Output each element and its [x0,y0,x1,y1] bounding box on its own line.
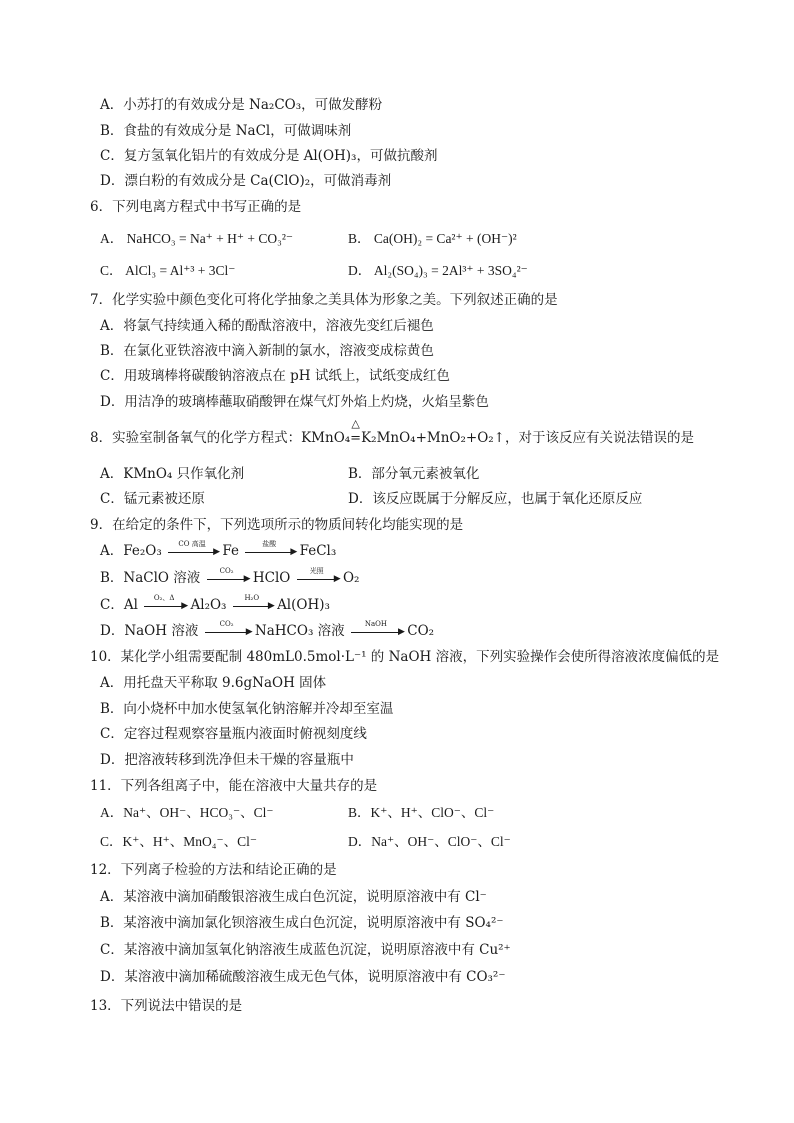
q5-option-d: D．漂白粉的有效成分是 Ca(ClO)₂，可做消毒剂 [100,173,392,189]
q6-option-b: B． Ca(OH)₂ = Ca²⁺ + (OH⁻)² [348,231,517,246]
q6-stem: 6．下列电离方程式中书写正确的是 [90,199,302,215]
q10-stem: 10．某化学小组需要配制 480mL0.5mol·L⁻¹ 的 NaOH 溶液，下列实验操作会使所得溶液浓度偏低的是 [90,649,720,665]
q8-option-b: B．部分氧元素被氧化 [348,466,480,482]
q9-stem: 9．在给定的条件下，下列选项所示的物质间转化均能实现的是 [90,517,464,533]
q8-option-d: D．该反应既属于分解反应，也属于氧化还原反应 [348,491,643,507]
q11-option-d: D．Na⁺、OH⁻、ClO⁻、Cl⁻ [348,834,511,849]
q5-option-b: B．食盐的有效成分是 NaCl，可做调味剂 [100,123,352,139]
q7-stem: 7．化学实验中颜色变化可将化学抽象之美具体为形象之美。下列叙述正确的是 [90,292,558,308]
q11-option-c: C．K⁺、H⁺、MnO₄⁻、Cl⁻ [100,834,257,849]
q8-stem-pre: 8．实验室制备氧气的化学方程式：KMnO₄ [90,430,351,446]
q7-option-c: C．用玻璃棒将碳酸钠溶液点在 pH 试纸上，试纸变成红色 [100,368,450,384]
reaction-arrow-icon: H₂O ▶ [233,604,271,607]
q10-option-a: A．用托盘天平称取 9.6gNaOH 固体 [100,675,327,691]
q5-option-c: C．复方氢氧化铝片的有效成分是 Al(OH)₃，可做抗酸剂 [100,148,438,164]
q7-option-b: B．在氯化亚铁溶液中滴入新制的氯水，溶液变成棕黄色 [100,343,434,359]
q12-option-c: C．某溶液中滴加氢氧化钠溶液生成蓝色沉淀，说明原溶液中有 Cu²⁺ [100,942,511,958]
reaction-arrow-icon: CO 高温 ▶ [168,550,216,553]
q10-option-c: C．定容过程观察容量瓶内液面时俯视刻度线 [100,726,367,742]
reaction-arrow-icon: O₂、Δ ▶ [144,604,184,607]
reaction-arrow-icon: CO₂ ▶ [207,577,247,580]
q6-option-a: A． NaHCO₃ = Na⁺ + H⁺ + CO₃²⁻ [100,231,294,246]
q9-option-c: C．Al O₂、Δ ▶ Al₂O₃ H₂O ▶ Al(OH)₃ [100,594,330,613]
q11-option-b: B．K⁺、H⁺、ClO⁻、Cl⁻ [348,805,495,820]
q8-option-c: C．锰元素被还原 [100,491,205,507]
q7-option-a: A．将氯气持续通入稀的酚酞溶液中，溶液先变红后褪色 [100,318,434,334]
reaction-arrow-icon: 光照 ▶ [297,577,337,580]
q8-stem [90,417,694,448]
q9-option-a: A．Fe₂O₃ CO 高温 ▶ Fe 盐酸 ▶ FeCl₃ [100,540,337,559]
q9-option-d: D．NaOH 溶液 CO₂ ▶ NaHCO₃ 溶液 NaOH ▶ CO₂ [100,620,435,639]
delta-icon: △ [351,417,360,430]
q12-stem: 12．下列离子检验的方法和结论正确的是 [90,862,337,878]
reaction-arrow-icon: CO₂ ▶ [205,630,249,633]
q9-option-b: B．NaClO 溶液 CO₂ ▶ HClO 光照 ▶ O₂ [100,567,360,586]
reaction-arrow-icon: 盐酸 ▶ [245,550,293,553]
q11-option-a: A．Na⁺、OH⁻、HCO₃⁻、Cl⁻ [100,805,274,820]
q8-option-a: A．KMnO₄ 只作氧化剂 [100,466,245,482]
q10-option-d: D．把溶液转移到洗净但未干燥的容量瓶中 [100,752,354,768]
q13-stem: 13．下列说法中错误的是 [90,998,243,1014]
q7-option-d: D．用洁净的玻璃棒蘸取硝酸钾在煤气灯外焰上灼烧，火焰呈紫色 [100,394,489,410]
q11-stem: 11．下列各组离子中，能在溶液中大量共存的是 [90,778,378,794]
q12-option-b: B．某溶液中滴加氯化钡溶液生成白色沉淀，说明原溶液中有 SO₄²⁻ [100,915,504,931]
q12-option-a: A．某溶液中滴加硝酸银溶液生成白色沉淀，说明原溶液中有 Cl⁻ [100,889,487,905]
q5-option-a: A．小苏打的有效成分是 Na₂CO₃，可做发酵粉 [100,97,383,113]
q6-option-d: D． Al₂(SO₄)₃ = 2Al³⁺ + 3SO₄²⁻ [348,263,528,278]
reaction-arrow-icon: NaOH ▶ [351,630,401,633]
q8-stem-post: K₂MnO₄+MnO₂+O₂↑，对于该反应有关说法错误的是 [361,430,694,446]
q10-option-b: B．向小烧杯中加水使氢氧化钠溶解并冷却至室温 [100,701,394,717]
q8-heating-sign: △ = [350,417,362,446]
q6-option-c: C． AlCl₃ = Al⁺³ + 3Cl⁻ [100,263,236,278]
q12-option-d: D．某溶液中滴加稀硫酸溶液生成无色气体，说明原溶液中有 CO₃²⁻ [100,969,506,985]
